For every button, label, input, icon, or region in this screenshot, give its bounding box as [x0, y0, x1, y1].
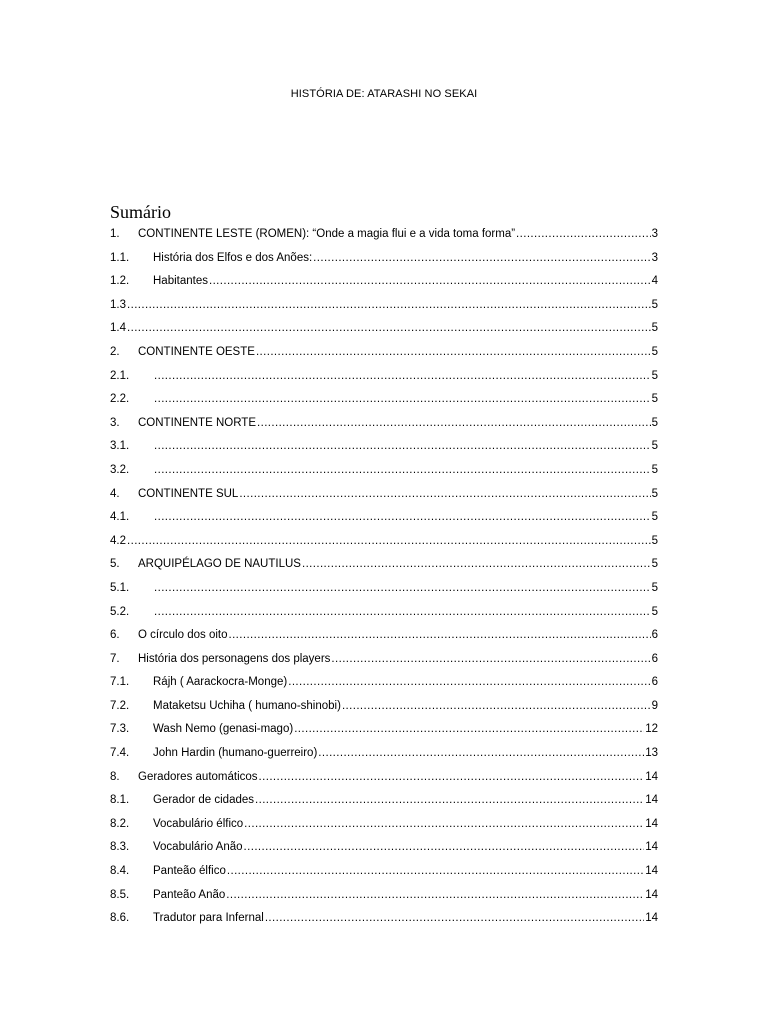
- toc-entry-page-number: 14: [645, 794, 658, 807]
- toc-entry[interactable]: [110, 294, 658, 318]
- toc-entry-title: ARQUIPÉLAGO DE NAUTILUS: [138, 558, 301, 571]
- toc-entry-page-number: 4: [651, 275, 658, 288]
- toc-entry-page-number: 5: [651, 534, 658, 547]
- toc-entry-page-number: 5: [651, 511, 658, 524]
- toc-entry-number: 4.1.: [110, 511, 130, 524]
- toc-entry-title: Geradores automáticos: [138, 770, 258, 783]
- dot-leader: [227, 860, 644, 884]
- toc-entry-page-number: 5: [651, 416, 658, 429]
- toc-entry-number: 1.2.: [110, 275, 130, 288]
- toc-entry-title: Wash Nemo (genasi-mago): [153, 723, 294, 736]
- toc-entry-number: 4.: [110, 487, 120, 500]
- dot-leader: [154, 506, 651, 530]
- toc-entry[interactable]: [110, 742, 658, 766]
- toc-entry-number: 5.2.: [110, 605, 130, 618]
- toc-entry[interactable]: [110, 836, 658, 860]
- toc-entry-title: Mataketsu Uchiha ( humano-shinobi): [153, 699, 341, 712]
- toc-entry-page-number: 5: [651, 581, 658, 594]
- toc-entry[interactable]: [110, 813, 658, 837]
- toc-entry-title: O círculo dos oito: [138, 629, 228, 642]
- toc-entry-title: História dos personagens dos players: [138, 652, 331, 665]
- dot-leader: [154, 365, 651, 389]
- toc-entry[interactable]: [110, 365, 658, 389]
- toc-entry[interactable]: [110, 459, 658, 483]
- dot-leader: [226, 884, 644, 908]
- toc-entry-number: 7.: [110, 652, 120, 665]
- toc-entry-page-number: 5: [651, 298, 658, 311]
- toc-entry-page-number: 14: [645, 841, 658, 854]
- dot-leader: [294, 718, 644, 742]
- toc-entry[interactable]: [110, 412, 658, 436]
- toc-entry-title: CONTINENTE LESTE (ROMEN): “Onde a magia flui e a vida toma forma”: [138, 228, 516, 240]
- toc-entry[interactable]: [110, 884, 658, 908]
- toc-entry-number: 1.1.: [110, 251, 130, 264]
- toc-entry-number: 7.3.: [110, 723, 130, 736]
- dot-leader: [331, 648, 650, 672]
- toc-entry-title: Panteão élfico: [153, 865, 226, 878]
- table-of-contents: [110, 223, 658, 931]
- dot-leader: [259, 766, 645, 790]
- toc-entry-title: CONTINENTE NORTE: [138, 416, 256, 429]
- toc-heading: Sumário: [110, 202, 171, 222]
- toc-entry-title: John Hardin (humano-guerreiro): [153, 747, 318, 760]
- toc-entry-number: 1.3: [110, 298, 126, 311]
- toc-entry-number: 1.: [110, 228, 120, 240]
- toc-entry[interactable]: [110, 223, 658, 247]
- toc-entry-number: 3.1.: [110, 440, 130, 453]
- toc-entry[interactable]: [110, 270, 658, 294]
- toc-entry-number: 8.6.: [110, 912, 130, 925]
- toc-entry-page-number: 6: [651, 676, 658, 689]
- toc-entry-title: CONTINENTE SUL: [138, 487, 239, 500]
- toc-entry-page-number: 14: [645, 770, 658, 783]
- toc-entry-number: 7.4.: [110, 747, 130, 760]
- dot-leader: [516, 223, 651, 247]
- dot-leader: [265, 907, 644, 931]
- toc-entry-number: 6.: [110, 629, 120, 642]
- toc-entry-number: 4.2: [110, 534, 126, 547]
- toc-entry-page-number: 14: [645, 817, 658, 830]
- toc-entry-number: 5.1.: [110, 581, 130, 594]
- toc-entry[interactable]: [110, 483, 658, 507]
- toc-entry[interactable]: [110, 435, 658, 459]
- toc-entry[interactable]: [110, 553, 658, 577]
- toc-entry-page-number: 3: [651, 228, 658, 240]
- dot-leader: [288, 671, 650, 695]
- toc-entry-page-number: 5: [651, 487, 658, 500]
- dot-leader: [154, 459, 651, 483]
- toc-entry-page-number: 5: [651, 440, 658, 453]
- dot-leader: [154, 577, 651, 601]
- toc-entry-title: Gerador de cidades: [153, 794, 255, 807]
- toc-entry-number: 2.1.: [110, 369, 130, 382]
- toc-entry-number: 7.1.: [110, 676, 130, 689]
- dot-leader: [342, 695, 651, 719]
- toc-entry-title: História dos Elfos e dos Anões:: [153, 251, 313, 264]
- toc-entry[interactable]: [110, 577, 658, 601]
- toc-entry[interactable]: [110, 317, 658, 341]
- toc-entry-page-number: 6: [651, 652, 658, 665]
- toc-entry-title: Habitantes: [153, 275, 208, 288]
- toc-entry[interactable]: [110, 506, 658, 530]
- toc-entry-page-number: 5: [651, 322, 658, 335]
- toc-entry-page-number: 9: [651, 699, 658, 712]
- toc-entry[interactable]: [110, 766, 658, 790]
- dot-leader: [239, 483, 650, 507]
- toc-entry[interactable]: [110, 341, 658, 365]
- toc-entry[interactable]: [110, 247, 658, 271]
- toc-entry-number: 8.1.: [110, 794, 130, 807]
- toc-entry-page-number: 6: [651, 629, 658, 642]
- dot-leader: [255, 789, 644, 813]
- toc-entry[interactable]: [110, 624, 658, 648]
- toc-entry-number: 8.5.: [110, 888, 130, 901]
- dot-leader: [154, 601, 651, 625]
- dot-leader: [244, 836, 645, 860]
- toc-entry-number: 8.4.: [110, 865, 130, 878]
- toc-entry-number: 3.2.: [110, 463, 130, 476]
- toc-entry-page-number: 5: [651, 558, 658, 571]
- toc-entry-title: Rájh ( Aarackocra-Monge): [153, 676, 288, 689]
- toc-entry-page-number: 13: [645, 747, 658, 760]
- toc-entry-title: Vocabulário Anão: [153, 841, 243, 854]
- toc-entry-page-number: 14: [645, 888, 658, 901]
- toc-entry-number: 8.: [110, 770, 120, 783]
- toc-entry-number: 2.: [110, 345, 120, 358]
- toc-entry-page-number: 5: [651, 463, 658, 476]
- toc-entry[interactable]: [110, 601, 658, 625]
- toc-entry[interactable]: [110, 907, 658, 931]
- dot-leader: [209, 270, 651, 294]
- toc-entry[interactable]: [110, 789, 658, 813]
- dot-leader: [228, 624, 650, 648]
- toc-entry-number: 5.: [110, 558, 120, 571]
- toc-entry[interactable]: [110, 671, 658, 695]
- dot-leader: [257, 412, 651, 436]
- dot-leader: [302, 553, 651, 577]
- toc-entry-number: 1.4: [110, 322, 126, 335]
- toc-entry-page-number: 5: [651, 393, 658, 406]
- document-title: HISTÓRIA DE: ATARASHI NO SEKAI: [290, 88, 478, 100]
- toc-entry-page-number: 14: [645, 865, 658, 878]
- toc-entry-number: 8.3.: [110, 841, 130, 854]
- toc-entry-title: Vocabulário élfico: [153, 817, 244, 830]
- dot-leader: [154, 388, 651, 412]
- toc-entry-page-number: 12: [645, 723, 658, 736]
- dot-leader: [154, 435, 651, 459]
- dot-leader: [127, 294, 651, 318]
- toc-entry-number: 2.2.: [110, 393, 130, 406]
- toc-entry-number: 8.2.: [110, 817, 130, 830]
- toc-entry-page-number: 3: [651, 251, 658, 264]
- toc-entry[interactable]: [110, 388, 658, 412]
- toc-entry[interactable]: [110, 648, 658, 672]
- toc-entry[interactable]: [110, 530, 658, 554]
- dot-leader: [313, 247, 650, 271]
- toc-entry-page-number: 5: [651, 369, 658, 382]
- toc-entry[interactable]: [110, 695, 658, 719]
- toc-entry-title: CONTINENTE OESTE: [138, 345, 255, 358]
- toc-entry-number: 3.: [110, 416, 120, 429]
- dot-leader: [127, 530, 651, 554]
- toc-entry[interactable]: [110, 860, 658, 884]
- toc-entry-page-number: 5: [651, 345, 658, 358]
- toc-entry[interactable]: [110, 718, 658, 742]
- toc-entry-page-number: 14: [645, 912, 658, 925]
- dot-leader: [244, 813, 644, 837]
- dot-leader: [256, 341, 651, 365]
- toc-entry-page-number: 5: [651, 605, 658, 618]
- toc-entry-number: 7.2.: [110, 699, 130, 712]
- toc-entry-title: Panteão Anão: [153, 888, 226, 901]
- dot-leader: [318, 742, 644, 766]
- toc-entry-title: Tradutor para Infernal: [153, 912, 264, 925]
- dot-leader: [127, 317, 651, 341]
